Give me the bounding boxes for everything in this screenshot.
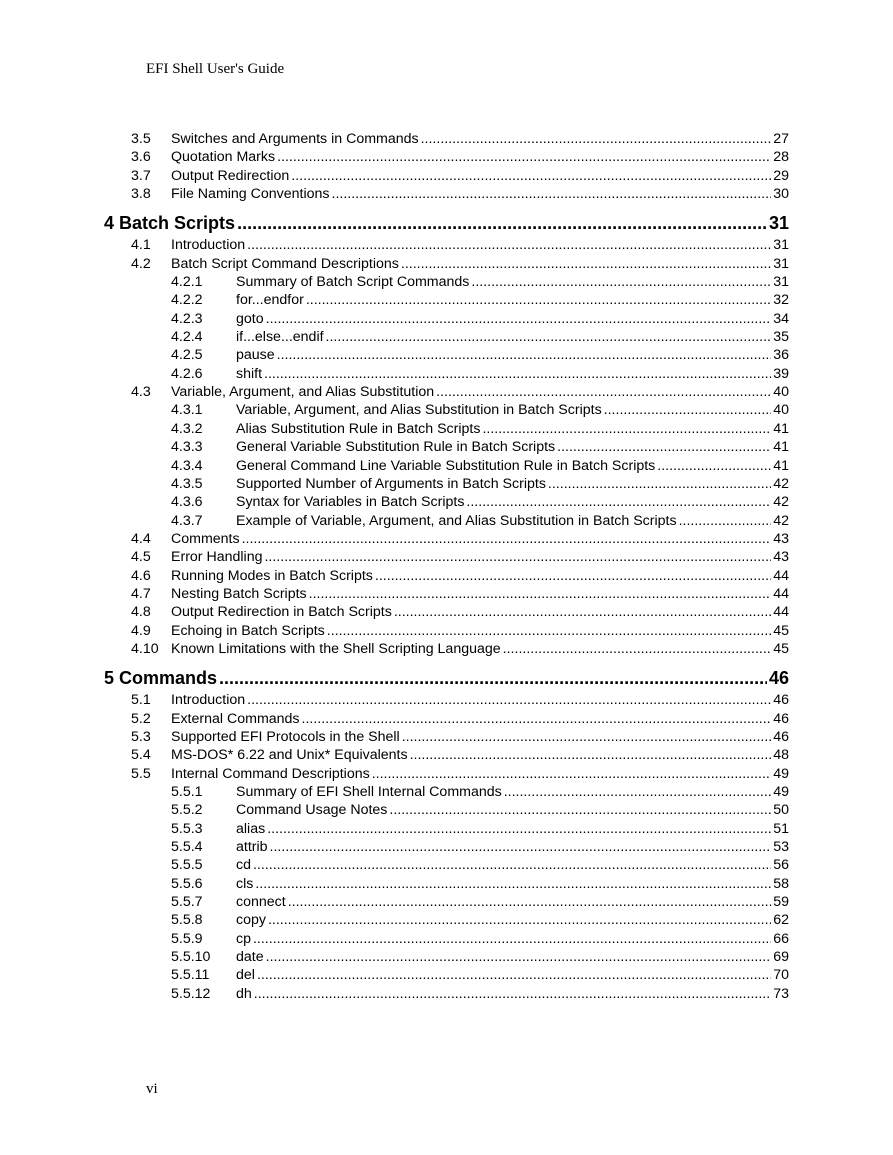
toc-entry-title: Echoing in Batch Scripts xyxy=(171,622,325,639)
toc-entry-page: 49 xyxy=(773,784,789,800)
toc-entry[interactable] xyxy=(104,857,789,875)
toc-entry-number: 5.2 xyxy=(131,710,151,727)
toc-entry-number: 4.2.3 xyxy=(171,310,203,327)
toc-entry-number: 5.5.10 xyxy=(171,949,211,966)
toc-dot-leader xyxy=(277,149,771,165)
toc-entry[interactable] xyxy=(104,149,789,167)
toc-entry[interactable] xyxy=(104,949,789,967)
toc-entry-number: 4.3.4 xyxy=(171,457,203,474)
toc-entry-page: 41 xyxy=(773,439,789,456)
toc-entry-page: 34 xyxy=(773,310,789,327)
toc-entry-page: 27 xyxy=(773,131,789,147)
toc-entry-number: 5.5.7 xyxy=(171,894,203,911)
toc-entry-number: 5.5.4 xyxy=(171,839,203,856)
toc-dot-leader xyxy=(557,439,771,455)
toc-entry-title: del xyxy=(236,967,255,984)
toc-entry-title: Comments xyxy=(171,530,240,547)
toc-entry-title: cp xyxy=(236,930,251,947)
toc-entry-title: General Command Line Variable Substitution Rule in Batch Scripts xyxy=(236,457,656,474)
toc-entry-page: 39 xyxy=(773,365,789,382)
toc-entry[interactable] xyxy=(104,402,789,420)
toc-entry-title: if...else...endif xyxy=(236,329,324,346)
toc-entry-page: 46 xyxy=(773,728,789,745)
page-header-title: EFI Shell User's Guide xyxy=(146,61,285,77)
toc-entry-number: 3.7 xyxy=(131,167,151,184)
toc-entry-title: pause xyxy=(236,347,275,364)
toc-entry-number: 5 xyxy=(104,668,115,689)
toc-entry-number: 5.5.1 xyxy=(171,784,203,800)
toc-dot-leader xyxy=(277,347,772,363)
toc-entry[interactable] xyxy=(104,531,789,549)
toc-dot-leader xyxy=(679,513,772,529)
toc-dot-leader xyxy=(219,668,767,689)
toc-entry-title: copy xyxy=(236,912,266,929)
toc-entry-page: 48 xyxy=(773,747,789,764)
toc-entry-page: 42 xyxy=(773,512,789,529)
toc-entry-page: 31 xyxy=(768,213,789,234)
toc-entry-page: 44 xyxy=(773,604,789,621)
toc-dot-leader xyxy=(604,402,772,418)
toc-entry-title: Summary of EFI Shell Internal Commands xyxy=(236,784,502,800)
toc-entry-page: 66 xyxy=(773,930,789,947)
toc-dot-leader xyxy=(237,213,767,234)
toc-dot-leader xyxy=(247,237,771,253)
toc-entry-number: 4.2.2 xyxy=(171,292,203,309)
toc-entry[interactable] xyxy=(104,256,789,274)
toc-entry-page: 42 xyxy=(773,494,789,511)
toc-entry-number: 4 xyxy=(104,213,115,234)
toc-entry[interactable] xyxy=(104,366,789,384)
toc-entry-page: 42 xyxy=(773,475,789,492)
toc-entry-page: 29 xyxy=(773,167,789,184)
toc-chapter-entry[interactable] xyxy=(104,213,789,233)
toc-dot-leader xyxy=(372,766,772,782)
toc-entry-number: 5.3 xyxy=(131,728,151,745)
toc-dot-leader xyxy=(327,623,771,639)
toc-entry-title: goto xyxy=(236,310,264,327)
toc-entry-number: 4.9 xyxy=(131,622,151,639)
table-of-contents xyxy=(104,131,789,1004)
toc-entry-page: 50 xyxy=(773,802,789,819)
toc-entry[interactable] xyxy=(104,347,789,365)
toc-dot-leader xyxy=(264,366,771,382)
toc-entry[interactable] xyxy=(104,802,789,820)
toc-entry-page: 31 xyxy=(773,274,789,291)
toc-entry-title: MS-DOS* 6.22 and Unix* Equivalents xyxy=(171,747,408,764)
toc-entry-number: 4.2.4 xyxy=(171,329,203,346)
toc-entry-number: 5.5.11 xyxy=(171,967,210,984)
toc-entry[interactable] xyxy=(104,586,789,604)
toc-entry-title: Error Handling xyxy=(171,549,263,566)
toc-dot-leader xyxy=(266,311,772,327)
toc-dot-leader xyxy=(288,894,772,910)
toc-entry[interactable] xyxy=(104,912,789,930)
toc-entry[interactable] xyxy=(104,766,789,784)
toc-entry-number: 4.3.5 xyxy=(171,475,203,492)
toc-entry-title: Command Usage Notes xyxy=(236,802,388,819)
toc-entry-title: Switches and Arguments in Commands xyxy=(171,131,419,147)
toc-entry-title: connect xyxy=(236,894,286,911)
toc-entry[interactable] xyxy=(104,967,789,985)
toc-entry-number: 3.6 xyxy=(131,149,151,166)
toc-dot-leader xyxy=(402,729,772,745)
toc-dot-leader xyxy=(254,986,771,1002)
toc-entry-title: Quotation Marks xyxy=(171,149,276,166)
toc-dot-leader xyxy=(309,586,772,602)
toc-dot-leader xyxy=(326,329,772,345)
toc-entry-title: cls xyxy=(236,875,254,892)
toc-entry[interactable] xyxy=(104,931,789,949)
toc-dot-leader xyxy=(482,421,771,437)
toc-entry-page: 45 xyxy=(773,622,789,639)
toc-entry-title: Supported EFI Protocols in the Shell xyxy=(171,728,400,745)
toc-entry-page: 28 xyxy=(773,149,789,166)
toc-entry-title: date xyxy=(236,949,264,966)
toc-entry-title: Commands xyxy=(119,668,218,689)
toc-dot-leader xyxy=(389,802,771,818)
toc-dot-leader xyxy=(503,641,772,657)
toc-entry-number: 4.2.5 xyxy=(171,347,203,364)
toc-entry-number: 4.3.6 xyxy=(171,494,203,511)
toc-entry-page: 40 xyxy=(773,402,789,419)
toc-entry-title: Example of Variable, Argument, and Alias Substitution in Batch Scripts xyxy=(236,512,677,529)
toc-dot-leader xyxy=(247,692,771,708)
toc-entry-page: 43 xyxy=(773,549,789,566)
toc-dot-leader xyxy=(242,531,772,547)
toc-entry-page: 44 xyxy=(773,585,789,602)
toc-entry-page: 62 xyxy=(773,912,789,929)
toc-entry-title: Introduction xyxy=(171,692,246,709)
toc-entry[interactable] xyxy=(104,784,789,802)
toc-entry-number: 5.5.9 xyxy=(171,930,203,947)
toc-entry-number: 5.5 xyxy=(131,765,151,782)
toc-entry-page: 69 xyxy=(773,949,789,966)
toc-entry-number: 5.5.6 xyxy=(171,875,203,892)
toc-dot-leader xyxy=(657,458,771,474)
toc-entry-title: for...endfor xyxy=(236,292,304,309)
toc-dot-leader xyxy=(410,747,772,763)
toc-dot-leader xyxy=(306,292,771,308)
toc-entry[interactable] xyxy=(104,821,789,839)
toc-dot-leader xyxy=(264,549,771,565)
toc-entry-title: Introduction xyxy=(171,237,246,254)
toc-entry-number: 4.2 xyxy=(131,255,151,272)
toc-entry-number: 4.1 xyxy=(131,237,151,254)
toc-entry-page: 35 xyxy=(773,329,789,346)
toc-entry-title: attrib xyxy=(236,839,268,856)
toc-dot-leader xyxy=(471,274,771,290)
toc-dot-leader xyxy=(332,186,772,202)
toc-dot-leader xyxy=(253,857,771,873)
toc-entry-title: Summary of Batch Script Commands xyxy=(236,274,470,291)
toc-dot-leader xyxy=(401,256,771,272)
toc-entry-number: 4.2.1 xyxy=(171,274,203,291)
toc-dot-leader xyxy=(291,168,771,184)
toc-entry[interactable] xyxy=(104,839,789,857)
toc-entry[interactable] xyxy=(104,237,789,255)
toc-entry-title: cd xyxy=(236,857,251,874)
toc-entry-number: 4.3.2 xyxy=(171,420,203,437)
page-number: vi xyxy=(146,1081,158,1097)
toc-dot-leader xyxy=(504,784,772,800)
toc-entry-number: 4.10 xyxy=(131,640,159,657)
toc-entry-title: External Commands xyxy=(171,710,300,727)
toc-entry-page: 73 xyxy=(773,985,789,1002)
toc-entry-page: 30 xyxy=(773,186,789,203)
toc-entry-number: 4.6 xyxy=(131,567,151,584)
toc-entry-title: Batch Script Command Descriptions xyxy=(171,255,399,272)
toc-dot-leader xyxy=(375,568,771,584)
toc-entry[interactable] xyxy=(104,292,789,310)
toc-entry-title: File Naming Conventions xyxy=(171,186,330,203)
toc-dot-leader xyxy=(257,967,771,983)
toc-entry-page: 51 xyxy=(773,820,789,837)
toc-entry-page: 53 xyxy=(773,839,789,856)
toc-dot-leader xyxy=(436,384,771,400)
toc-entry[interactable] xyxy=(104,711,789,729)
toc-entry-number: 4.3 xyxy=(131,384,151,401)
toc-entry[interactable] xyxy=(104,494,789,512)
toc-entry-number: 5.4 xyxy=(131,747,151,764)
toc-entry-title: Variable, Argument, and Alias Substitution in Batch Scripts xyxy=(236,402,602,419)
toc-entry[interactable] xyxy=(104,131,789,149)
toc-entry-title: Variable, Argument, and Alias Substitution xyxy=(171,384,435,401)
toc-entry-number: 5.5.2 xyxy=(171,802,203,819)
toc-entry-title: Output Redirection in Batch Scripts xyxy=(171,604,392,621)
toc-entry-number: 5.5.3 xyxy=(171,820,203,837)
toc-entry[interactable] xyxy=(104,641,789,659)
toc-entry[interactable] xyxy=(104,604,789,622)
toc-entry-title: Nesting Batch Scripts xyxy=(171,585,307,602)
toc-entry-page: 31 xyxy=(773,237,789,254)
toc-dot-leader xyxy=(270,839,772,855)
toc-entry-number: 4.8 xyxy=(131,604,151,621)
toc-entry-title: Known Limitations with the Shell Scripting Language xyxy=(171,640,501,657)
toc-entry-page: 32 xyxy=(773,292,789,309)
toc-entry-page: 46 xyxy=(773,710,789,727)
toc-entry[interactable] xyxy=(104,513,789,531)
toc-entry-page: 46 xyxy=(768,668,789,689)
toc-entry[interactable] xyxy=(104,729,789,747)
toc-entry-number: 4.3.1 xyxy=(171,402,203,419)
toc-entry[interactable] xyxy=(104,692,789,710)
toc-dot-leader xyxy=(255,876,771,892)
toc-entry-page: 36 xyxy=(773,347,789,364)
toc-entry-page: 41 xyxy=(773,420,789,437)
toc-entry-page: 59 xyxy=(773,894,789,911)
toc-entry[interactable] xyxy=(104,274,789,292)
toc-entry-page: 41 xyxy=(773,457,789,474)
toc-dot-leader xyxy=(253,931,771,947)
toc-chapter-entry[interactable] xyxy=(104,668,789,688)
toc-entry[interactable] xyxy=(104,568,789,586)
toc-entry-number: 4.3.3 xyxy=(171,439,203,456)
toc-entry-title: Supported Number of Arguments in Batch Scripts xyxy=(236,475,546,492)
toc-entry[interactable] xyxy=(104,747,789,765)
toc-entry[interactable] xyxy=(104,623,789,641)
toc-entry[interactable] xyxy=(104,329,789,347)
toc-dot-leader xyxy=(466,494,771,510)
toc-entry-page: 44 xyxy=(773,567,789,584)
toc-entry-title: Batch Scripts xyxy=(119,213,236,234)
toc-entry-page: 46 xyxy=(773,692,789,709)
toc-dot-leader xyxy=(394,604,771,620)
toc-entry[interactable] xyxy=(104,986,789,1004)
toc-entry-page: 31 xyxy=(773,255,789,272)
toc-dot-leader xyxy=(267,821,771,837)
toc-dot-leader xyxy=(268,912,771,928)
toc-entry-number: 3.8 xyxy=(131,186,151,203)
toc-entry-page: 45 xyxy=(773,640,789,657)
toc-entry-title: alias xyxy=(236,820,266,837)
toc-entry-number: 5.5.12 xyxy=(171,985,211,1002)
toc-entry-page: 58 xyxy=(773,875,789,892)
toc-entry[interactable] xyxy=(104,476,789,494)
toc-entry-title: General Variable Substitution Rule in Batch Scripts xyxy=(236,439,556,456)
toc-entry-title: dh xyxy=(236,985,252,1002)
toc-entry[interactable] xyxy=(104,439,789,457)
toc-dot-leader xyxy=(302,711,772,727)
toc-entry-page: 70 xyxy=(773,967,789,984)
toc-entry-number: 5.5.8 xyxy=(171,912,203,929)
toc-entry[interactable] xyxy=(104,384,789,402)
toc-entry-number: 3.5 xyxy=(131,131,151,147)
toc-entry[interactable] xyxy=(104,311,789,329)
toc-entry-page: 49 xyxy=(773,765,789,782)
toc-entry[interactable] xyxy=(104,168,789,186)
toc-entry-number: 4.4 xyxy=(131,530,151,547)
toc-entry[interactable] xyxy=(104,876,789,894)
toc-entry-title: Syntax for Variables in Batch Scripts xyxy=(236,494,465,511)
toc-entry-number: 5.5.5 xyxy=(171,857,203,874)
toc-entry[interactable] xyxy=(104,549,789,567)
toc-entry-number: 4.7 xyxy=(131,585,151,602)
toc-entry-title: Running Modes in Batch Scripts xyxy=(171,567,373,584)
toc-entry[interactable] xyxy=(104,186,789,204)
toc-entry[interactable] xyxy=(104,421,789,439)
toc-entry[interactable] xyxy=(104,458,789,476)
toc-entry-number: 4.3.7 xyxy=(171,512,203,529)
toc-dot-leader xyxy=(266,949,772,965)
toc-entry-page: 56 xyxy=(773,857,789,874)
toc-entry-title: Output Redirection xyxy=(171,167,290,184)
toc-entry-title: shift xyxy=(236,365,263,382)
toc-entry-number: 4.5 xyxy=(131,549,151,566)
toc-entry-title: Internal Command Descriptions xyxy=(171,765,370,782)
toc-entry[interactable] xyxy=(104,894,789,912)
toc-dot-leader xyxy=(548,476,771,492)
toc-entry-number: 4.2.6 xyxy=(171,365,203,382)
toc-dot-leader xyxy=(421,131,772,147)
toc-entry-title: Alias Substitution Rule in Batch Scripts xyxy=(236,420,481,437)
toc-entry-page: 43 xyxy=(773,530,789,547)
toc-entry-page: 40 xyxy=(773,384,789,401)
toc-entry-number: 5.1 xyxy=(131,692,151,709)
